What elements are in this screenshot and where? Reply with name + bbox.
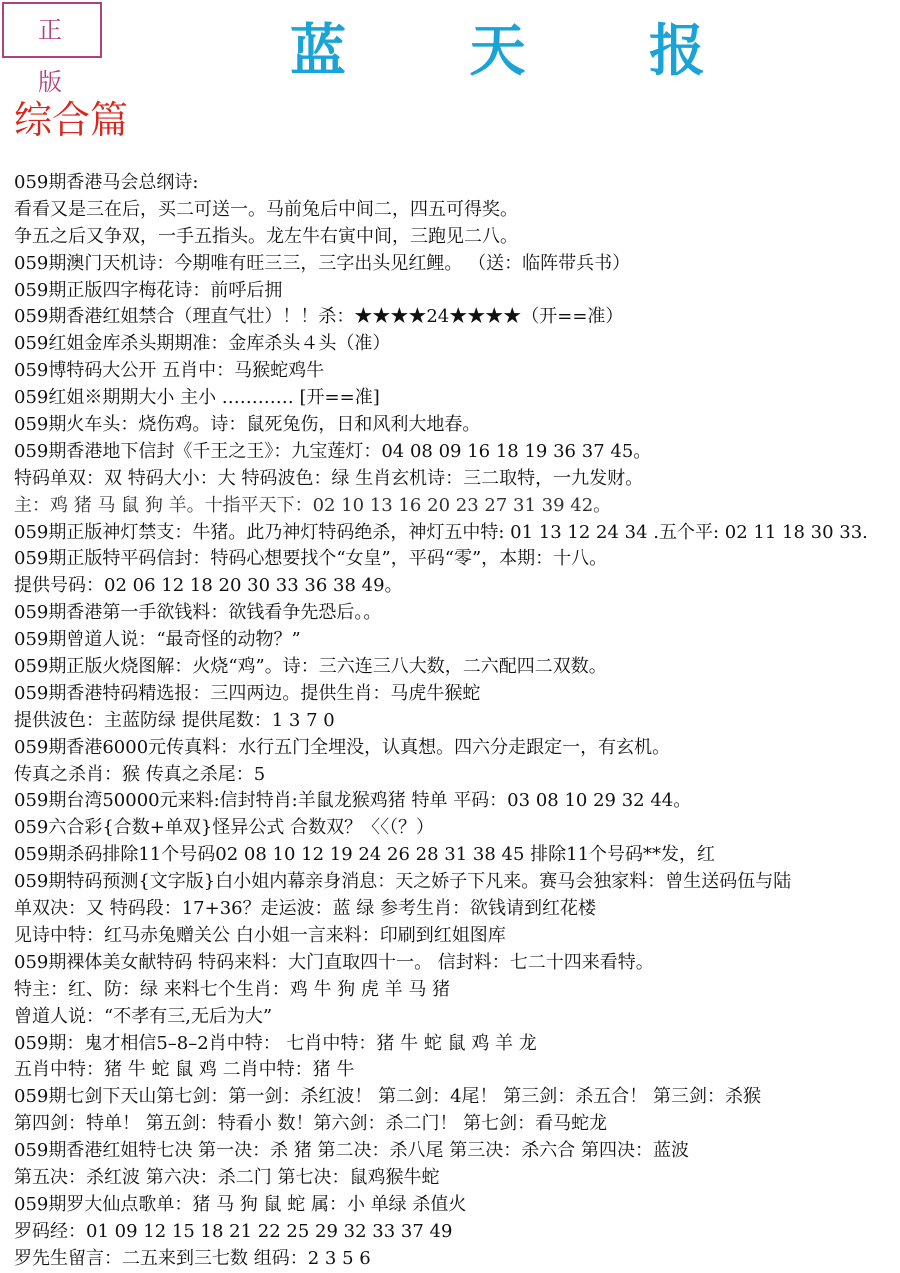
text-line: 主：鸡 猪 马 鼠 狗 羊。十指平天下：02 10 13 16 20 23 27 31 39 42。 (14, 494, 612, 516)
text-line: 059期正版特平码信封：特码心想要找个“女皇”，平码“零”，本期：十八。 (14, 548, 608, 570)
text-line: 059红姐金库杀头期期准：金库杀头４头（准） (14, 333, 391, 355)
text-line: 特码单双：双 特码大小：大 特码波色：绿 生肖玄机诗：三二取特，一九发财。 (14, 467, 644, 489)
text-line: 争五之后又争双，一手五指头。龙左牛右寅中间，三跑见二八。 (14, 225, 518, 247)
text-line: 059期香港红姐特七决 第一决：杀 猪 第二决：杀八尾 第三决：杀六合 第四决：蓝波 (14, 1140, 689, 1162)
text-line: 059期台湾50000元来料:信封特肖:羊鼠龙猴鸡猪 特单 平码：03 08 10 29 32 44。 (14, 790, 692, 812)
text-line: 059期正版神灯禁支：牛猪。此乃神灯特码绝杀，神灯五中特: 01 13 12 24 34 .五个平: 02 11 18 30 33. (14, 521, 868, 543)
text-line: 059期火车头：烧伤鸡。诗：鼠死兔伤，日和风利大地春。 (14, 414, 481, 436)
text-line: 059期澳门天机诗：今期唯有旺三三，三字出头见红鲤。 （送：临阵带兵书） (14, 252, 631, 274)
text-line: 罗码经：01 09 12 15 18 21 22 25 29 32 33 37 49 (14, 1220, 453, 1242)
text-line: 五肖中特：猪 牛 蛇 鼠 鸡 二肖中特：猪 牛 (14, 1059, 355, 1081)
text-line: 曾道人说：“不孝有三,无后为大” (14, 1005, 273, 1027)
text-line: 059期：鬼才相信5–8–2肖中特： 七肖中特：猪 牛 蛇 鼠 鸡 羊 龙 (14, 1032, 537, 1054)
text-line: 059期香港第一手欲钱料：欲钱看争先恐后。。 (14, 602, 382, 624)
text-line: 059博特码大公开 五肖中：马猴蛇鸡牛 (14, 360, 325, 382)
text-line: 059期杀码排除11个号码02 08 10 12 19 24 26 28 31 38 45 排除11个号码**发，红 (14, 844, 716, 866)
text-line: 第四剑：特单！ 第五剑：特看小 数！第六剑：杀二门！ 第七剑：看马蛇龙 (14, 1113, 608, 1135)
edition-badge: 正 版 (2, 2, 102, 58)
text-line: 059期香港特码精选报：三四两边。提供生肖：马虎牛猴蛇 (14, 682, 481, 704)
text-line: 提供号码：02 06 12 18 20 30 33 36 38 49。 (14, 575, 403, 597)
text-line: 059期香港马会总纲诗: (14, 172, 199, 193)
text-line: 059期曾道人说：“最奇怪的动物？” (14, 629, 301, 651)
article-body (14, 170, 898, 1273)
text-line: 第五决：杀红波 第六决：杀二门 第七决：鼠鸡猴牛蛇 (14, 1166, 440, 1188)
text-line: 059期香港地下信封《千王之王》：九宝莲灯：04 08 09 16 18 19 36 37 45。 (14, 440, 652, 462)
masthead-title: 蓝 天 报 (290, 18, 757, 84)
text-line: 059期正版四字梅花诗：前呼后拥 (14, 279, 283, 301)
text-line: 059期特码预测{文字版}白小姐内幕亲身消息：天之娇子下凡来。赛马会独家料：曾生送码伍与陆 (14, 871, 792, 893)
text-line: 059期罗大仙点歌单：猪 马 狗 鼠 蛇 属：小 单绿 杀值火 (14, 1193, 467, 1215)
text-line: 看看又是三在后，买二可送一。马前兔后中间二，四五可得奖。 (14, 198, 518, 220)
text-line: 059期香港红姐禁合（理直气壮）！！杀：★★★★24★★★★（开==准） (14, 306, 624, 328)
text-line: 059红姐※期期大小 主小 ………… [开==准] (14, 387, 380, 409)
text-line: 提供波色：主蓝防绿 提供尾数：1 3 7 0 (14, 709, 335, 731)
text-line: 特主：红、防：绿 来料七个生肖：鸡 牛 狗 虎 羊 马 猪 (14, 978, 451, 1000)
text-line: 059期裸体美女献特码 特码来料：大门直取四十一。 信封料：七二十四来看特。 (14, 951, 654, 973)
text-line: 059期正版火烧图解：火烧“鸡”。诗：三六连三八大数，二六配四二双数。 (14, 656, 607, 678)
text-line: 罗先生留言：二五来到三七数 组码：2 3 5 6 (14, 1247, 371, 1269)
text-line: 见诗中特：红马赤兔赠关公 白小姐一言来料：印刷到红姐图库 (14, 924, 506, 946)
text-line: 059期七剑下天山第七剑：第一剑：杀红波！ 第二剑：4尾！ 第三剑：杀五合！ 第三剑：杀猴 (14, 1086, 761, 1108)
section-title: 综合篇 (14, 98, 129, 142)
text-line: 059六合彩{合数+单双}怪异公式 合数双？〈〈（？） (14, 817, 435, 839)
text-line: 059期香港6000元传真料：水行五门全埋没，认真想。四六分走跟定一，有玄机。 (14, 736, 671, 758)
text-line: 单双决：又 特码段：17+36？走运波：蓝 绿 参考生肖：欲钱请到红花楼 (14, 898, 597, 920)
text-line: 传真之杀肖：猴 传真之杀尾：5 (14, 763, 266, 785)
